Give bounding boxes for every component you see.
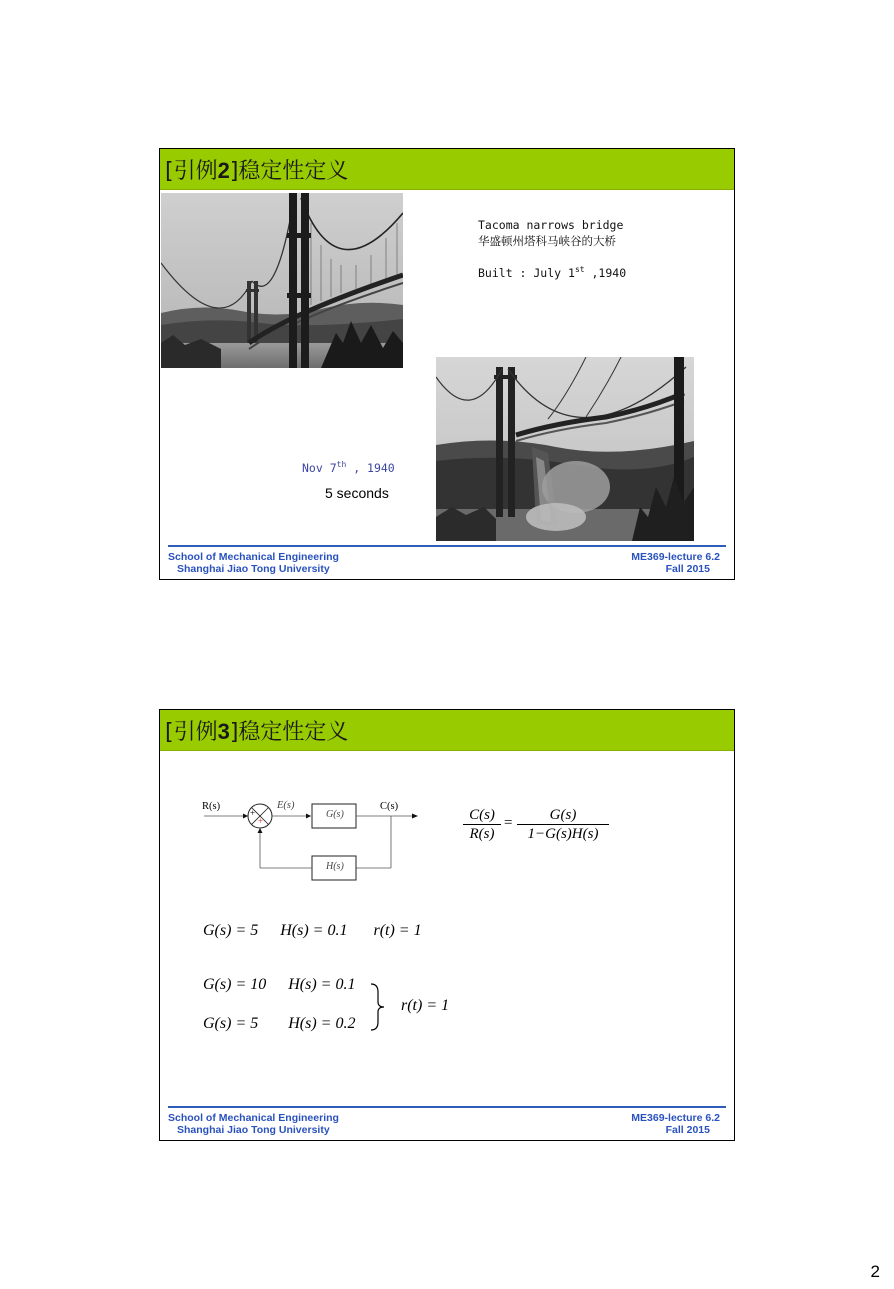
footer-course-line1: ME369-lecture 6.2 xyxy=(631,551,720,563)
footer-course-line1: ME369-lecture 6.2 xyxy=(631,1112,720,1124)
case1-h: H(s) = 0.1 xyxy=(280,922,348,939)
diagram-error-label: E(s) xyxy=(277,800,295,811)
diagram-forward-block: G(s) xyxy=(326,809,344,820)
footer-school-line2: Shanghai Jiao Tong University xyxy=(177,1124,330,1136)
grouping-brace xyxy=(368,982,388,1032)
title-prefix: [引例 xyxy=(165,159,218,184)
case2-h: H(s) = 0.1 xyxy=(288,976,356,993)
title-suffix: ]稳定性定义 xyxy=(229,159,349,184)
tf-lhs-numerator: C(s) xyxy=(463,806,501,825)
case-2 xyxy=(203,976,355,994)
footer-school-line1: School of Mechanical Engineering xyxy=(168,551,339,563)
collapse-duration: 5 seconds xyxy=(325,485,389,501)
bridge-info xyxy=(478,217,626,281)
built-date xyxy=(478,262,626,281)
shared-r: r(t) = 1 xyxy=(401,997,450,1014)
collapse-sup: th xyxy=(336,460,347,469)
collapse-date-label: Nov 7 xyxy=(302,460,337,475)
case3-h: H(s) = 0.2 xyxy=(288,1015,356,1032)
footer-divider xyxy=(168,1106,726,1108)
built-sup: st xyxy=(574,265,585,274)
case-1 xyxy=(203,922,422,940)
collapse-year: , 1940 xyxy=(346,460,395,475)
footer-school xyxy=(168,1112,339,1136)
bridge-photo-before xyxy=(161,193,403,368)
case1-g: G(s) = 5 xyxy=(203,922,259,939)
page-number: 2 xyxy=(870,1262,880,1281)
collapse-date xyxy=(302,460,395,475)
diagram-input-label: R(s) xyxy=(202,801,221,812)
title-number: 2 xyxy=(217,158,230,183)
bridge-photo-collapse xyxy=(436,357,694,541)
case3-g: G(s) = 5 xyxy=(203,1015,259,1032)
footer-course-line2: Fall 2015 xyxy=(665,563,710,575)
footer-school xyxy=(168,551,339,575)
footer-divider xyxy=(168,545,726,547)
built-label: Built : July 1 xyxy=(478,265,575,280)
case-3 xyxy=(203,1015,355,1033)
slide-title-bar xyxy=(160,149,734,190)
slide-tacoma-bridge xyxy=(159,148,735,580)
diagram-plus-top: + xyxy=(250,808,256,818)
tf-rhs-numerator: G(s) xyxy=(517,806,609,825)
tf-rhs-denominator: 1−G(s)H(s) xyxy=(527,826,599,842)
slide-title-bar xyxy=(160,710,734,751)
diagram-plus-bottom: + xyxy=(258,816,264,826)
title-number: 3 xyxy=(217,719,230,744)
diagram-feedback-block: H(s) xyxy=(326,861,344,872)
bridge-name-en: Tacoma narrows bridge xyxy=(478,218,624,232)
slide-feedback-stability xyxy=(159,709,735,1141)
diagram-output-label: C(s) xyxy=(380,801,399,812)
footer-course-line2: Fall 2015 xyxy=(665,1124,710,1136)
tf-lhs-denominator: R(s) xyxy=(469,826,495,842)
footer-course xyxy=(631,1112,720,1136)
slide-title xyxy=(165,154,348,185)
case2-g: G(s) = 10 xyxy=(203,976,267,993)
footer-course xyxy=(631,551,720,575)
title-suffix: ]稳定性定义 xyxy=(229,720,349,745)
title-prefix: [引例 xyxy=(165,720,218,745)
slide-title xyxy=(165,715,348,746)
bridge-name-cn: 华盛顿州塔科马峡谷的大桥 xyxy=(478,234,616,248)
footer-school-line2: Shanghai Jiao Tong University xyxy=(177,563,330,575)
footer-school-line1: School of Mechanical Engineering xyxy=(168,1112,339,1124)
case1-r: r(t) = 1 xyxy=(373,922,422,939)
tf-equals: = xyxy=(504,815,513,831)
built-year: ,1940 xyxy=(584,265,627,280)
